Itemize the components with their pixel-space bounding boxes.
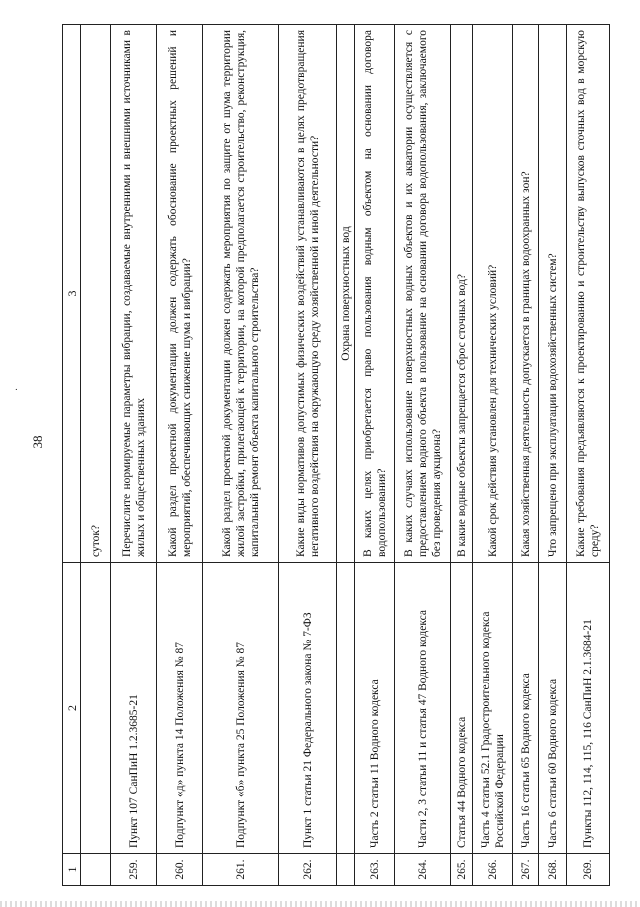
cell-source: Статья 44 Водного кодекса xyxy=(451,562,472,853)
header-col-3: 3 xyxy=(64,290,79,297)
table-row xyxy=(539,25,567,885)
cell-question: В каких случаях использование поверхностных водных объектов и их акватории осуществляется с предоставлением водного объекта в пользование на основании договора водопользования, заключаемого без проведения аукциона? xyxy=(402,30,443,557)
cell-question: Какой раздел проектной документации должен содержать обоснование проектных решений и мероприятий, обеспечивающих снижение шума и вибрации? xyxy=(166,30,193,557)
scan-edge-decoration xyxy=(0,901,640,907)
cell-question: Какой раздел проектной документации должен содержать мероприятия по защите от шума территории жилой застройки, прилегающей к территории, на которой предполагается строительство, реконструкция, капитальный ремонт объекта капитального строительства? xyxy=(220,30,261,557)
cell-num xyxy=(337,853,354,885)
cell-source: Части 2, 3 статьи 11 и статья 47 Водного кодекса xyxy=(395,562,450,853)
cell-source: Подпункт «б» пункта 25 Положения № 87 xyxy=(203,562,278,853)
questions-table xyxy=(62,24,610,886)
cell-question: Какие требования предъявляются к проектированию и строительству выпусков сточных вод в морскую среду? xyxy=(575,30,601,557)
cell-num: 260. xyxy=(157,853,202,885)
continuation-row xyxy=(81,25,111,885)
cell-num: 266. xyxy=(473,853,512,885)
section-row xyxy=(337,25,355,885)
table-row xyxy=(473,25,513,885)
cell-num: 267. xyxy=(513,853,538,885)
table-row xyxy=(451,25,473,885)
cell-question: Какой срок действия установлен для технических условий? xyxy=(486,264,499,557)
cell-source: Пункт 107 СанПиН 1.2.3685-21 xyxy=(111,562,156,853)
cell-source: Часть 4 статьи 52.1 Градостроительного кодекса Российской Федерации xyxy=(473,562,512,853)
cell-question: Какие виды нормативов допустимых физических воздействий устанавливаются в целях предотвращения негативного воздействия на окружающую среду хозяйственной и иной деятельности? xyxy=(294,30,321,557)
cell-source xyxy=(337,562,354,853)
cell-source: Подпункт «д» пункта 14 Положения № 87 xyxy=(157,562,202,853)
section-title: Охрана поверхностных вод xyxy=(339,226,352,361)
cell-question: Перечислите нормируемые параметры вибрации, создаваемые внутренними и внешними источниками в жилых и общественных зданиях xyxy=(120,30,147,557)
table-row xyxy=(395,25,451,885)
cell-question: В каких целях приобретается право пользования водным объектом на основании договора водопользования? xyxy=(361,30,388,557)
cell-num: 259. xyxy=(111,853,156,885)
header-col-2: 2 xyxy=(63,562,80,853)
cell-question: Что запрещено при эксплуатации водохозяйственных систем? xyxy=(546,253,559,557)
table-row xyxy=(355,25,395,885)
cell-source: Часть 2 статьи 11 Водного кодекса xyxy=(355,562,394,853)
cell-num: 269. xyxy=(567,853,609,885)
cell-source: Пункт 1 статьи 21 Федерального закона № 7-ФЗ xyxy=(279,562,336,853)
cell-num: 263. xyxy=(355,853,394,885)
table-row xyxy=(279,25,337,885)
scan-mark: · xyxy=(12,387,24,392)
table-row xyxy=(567,25,609,885)
cell-question: суток? xyxy=(89,524,102,557)
table-row xyxy=(203,25,279,885)
cell-num: 261. xyxy=(203,853,278,885)
page-number: 38 xyxy=(30,435,45,449)
cell-num: 262. xyxy=(279,853,336,885)
cell-question: В какие водные объекты запрещается сброс сточных вод? xyxy=(455,273,468,557)
table-row xyxy=(111,25,157,885)
cell-num xyxy=(81,853,110,885)
cell-source: Часть 6 статьи 60 Водного кодекса xyxy=(539,562,566,853)
cell-question: Какая хозяйственная деятельность допускается в границах водоохранных зон? xyxy=(519,171,532,557)
cell-num: 264. xyxy=(395,853,450,885)
cell-source: Пункты 112, 114, 115, 116 СанПиН 2.1.3684-21 xyxy=(567,562,609,853)
cell-num: 268. xyxy=(539,853,566,885)
table-row xyxy=(513,25,539,885)
table-row xyxy=(157,25,203,885)
cell-num: 265. xyxy=(451,853,472,885)
table-header-row xyxy=(63,25,81,885)
cell-source xyxy=(81,562,110,853)
cell-source: Часть 16 статьи 65 Водного кодекса xyxy=(513,562,538,853)
rotated-table-container xyxy=(62,24,610,886)
header-col-1: 1 xyxy=(63,853,80,885)
